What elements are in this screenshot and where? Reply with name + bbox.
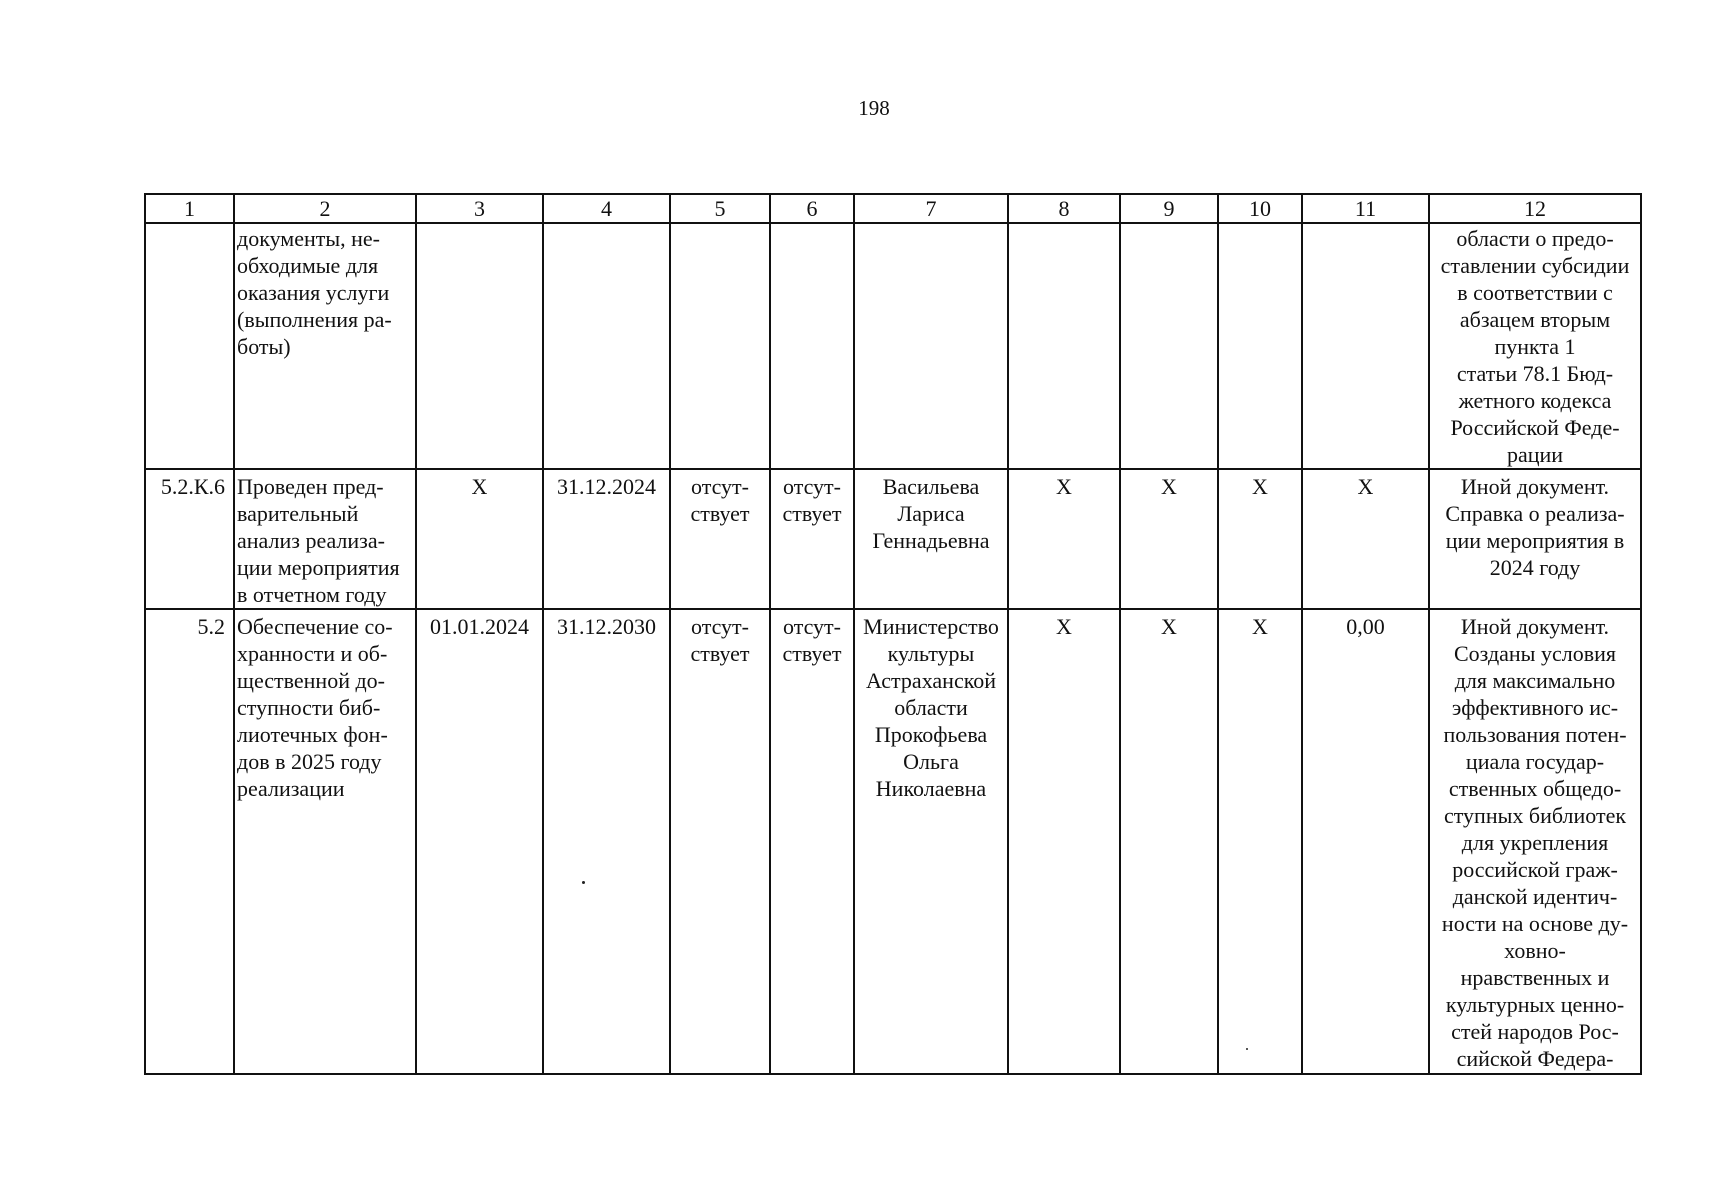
table-cell: отсут- ствует: [670, 469, 770, 609]
plan-table: [144, 193, 1642, 1075]
table-cell: Васильева Лариса Геннадьевна: [854, 469, 1008, 609]
scan-speck: [1246, 1048, 1248, 1050]
table-cell: X: [1218, 609, 1302, 1074]
row-number-cell: 5.2: [145, 609, 234, 1074]
table-cell: [770, 223, 854, 469]
scan-speck: [582, 881, 585, 884]
column-header: 3: [416, 194, 543, 223]
table-cell: Министерство культуры Астраханской области Прокофьева Ольга Николаевна: [854, 609, 1008, 1074]
table-row: [145, 609, 1641, 1074]
column-number-row: [145, 194, 1641, 223]
table-cell: X: [1302, 469, 1429, 609]
table-cell: X: [1120, 469, 1218, 609]
column-header: 12: [1429, 194, 1641, 223]
row-title-cell: Проведен пред- варительный анализ реализа- ции мероприятия в отчетном году: [234, 469, 416, 609]
table-cell: [1302, 223, 1429, 469]
column-header: 9: [1120, 194, 1218, 223]
result-cell: области о предо- ставлении субсидии в соответствии с абзацем вторым пункта 1 статьи 78.1 Бюд- жетного кодекса Российской Феде- рации: [1429, 223, 1641, 469]
table-cell: 01.01.2024: [416, 609, 543, 1074]
column-header: 6: [770, 194, 854, 223]
column-header: 11: [1302, 194, 1429, 223]
table-cell: X: [1008, 609, 1120, 1074]
table-cell: [1120, 223, 1218, 469]
column-header: 10: [1218, 194, 1302, 223]
table-cell: X: [416, 469, 543, 609]
table-row: [145, 469, 1641, 609]
table-cell: [543, 223, 670, 469]
column-header: 5: [670, 194, 770, 223]
column-header: 8: [1008, 194, 1120, 223]
table-cell: 31.12.2024: [543, 469, 670, 609]
table-cell: отсут- ствует: [670, 609, 770, 1074]
page-number: 198: [858, 96, 890, 120]
column-header: 7: [854, 194, 1008, 223]
table-cell: X: [1120, 609, 1218, 1074]
column-header: 1: [145, 194, 234, 223]
table-cell: отсут- ствует: [770, 469, 854, 609]
table-cell: [854, 223, 1008, 469]
table-cell: 31.12.2030: [543, 609, 670, 1074]
table-cell: [670, 223, 770, 469]
table-cell: [1218, 223, 1302, 469]
table-cell: отсут- ствует: [770, 609, 854, 1074]
row-number-cell: [145, 223, 234, 469]
table-cell: [1008, 223, 1120, 469]
row-title-cell: документы, не- обходимые для оказания услуги (выполнения ра- боты): [234, 223, 416, 469]
result-cell: Иной документ. Созданы условия для максимально эффективного ис- пользования потен- циала государ- ственных общедо- ступных библиотек для укрепления российской граж- данской идентич- ности на основе ду- ховно- нравственных и культурных ценно- стей народов Рос- сийской Федера-: [1429, 609, 1641, 1074]
column-header: 4: [543, 194, 670, 223]
table-cell: X: [1008, 469, 1120, 609]
row-number-cell: 5.2.К.6: [145, 469, 234, 609]
table-cell: X: [1218, 469, 1302, 609]
column-header: 2: [234, 194, 416, 223]
table-cell: 0,00: [1302, 609, 1429, 1074]
result-cell: Иной документ. Справка о реализа- ции мероприятия в 2024 году: [1429, 469, 1641, 609]
table-cell: [416, 223, 543, 469]
table-row: [145, 223, 1641, 469]
row-title-cell: Обеспечение со- хранности и об- щественной до- ступности биб- лиотечных фон- дов в 2025 году реализации: [234, 609, 416, 1074]
